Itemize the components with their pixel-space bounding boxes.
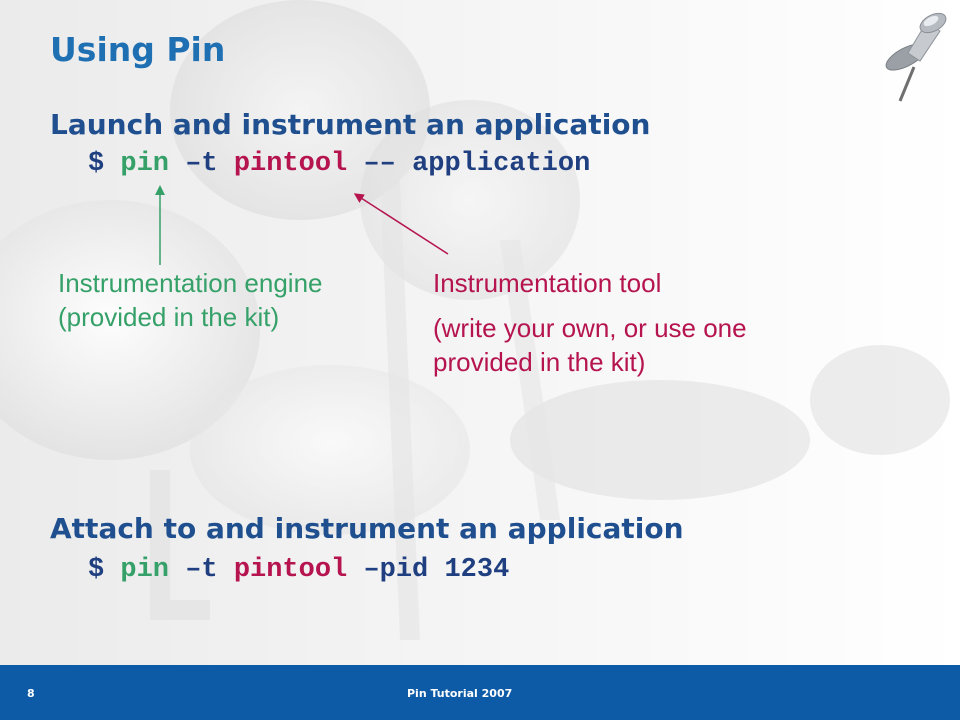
attach-command <box>88 555 509 585</box>
page-number: 8 <box>27 687 35 700</box>
cmd-prompt: $ <box>88 149 105 179</box>
cmd-pid-flag: –pid <box>363 555 429 585</box>
cmd-pin: pin <box>120 149 170 179</box>
tool-note-line2: (write your own, or use one <box>433 313 747 343</box>
cmd-tool: pintool <box>233 555 348 585</box>
cmd-application: application <box>412 149 591 179</box>
footer-bar <box>0 665 960 720</box>
cmd-flag: –t <box>185 149 218 179</box>
launch-heading: Launch and instrument an application <box>50 108 651 141</box>
tool-arrow <box>358 196 448 254</box>
footer-label: Pin Tutorial 2007 <box>407 687 513 700</box>
tool-note-line3: provided in the kit) <box>433 347 646 377</box>
attach-heading: Attach to and instrument an application <box>50 512 684 545</box>
engine-note-line1: Instrumentation engine <box>58 268 323 298</box>
cmd-pid: 1234 <box>444 555 510 585</box>
cmd-flag: –t <box>185 555 218 585</box>
cmd-pin: pin <box>120 555 170 585</box>
cmd-prompt: $ <box>88 555 105 585</box>
cmd-separator: –– <box>363 149 396 179</box>
tool-note-line1: Instrumentation tool <box>433 268 662 298</box>
tool-note <box>433 266 747 379</box>
engine-note <box>58 266 323 334</box>
slide-title: Using Pin <box>50 30 226 69</box>
cmd-tool: pintool <box>233 149 348 179</box>
engine-note-line2: (provided in the kit) <box>58 302 280 332</box>
